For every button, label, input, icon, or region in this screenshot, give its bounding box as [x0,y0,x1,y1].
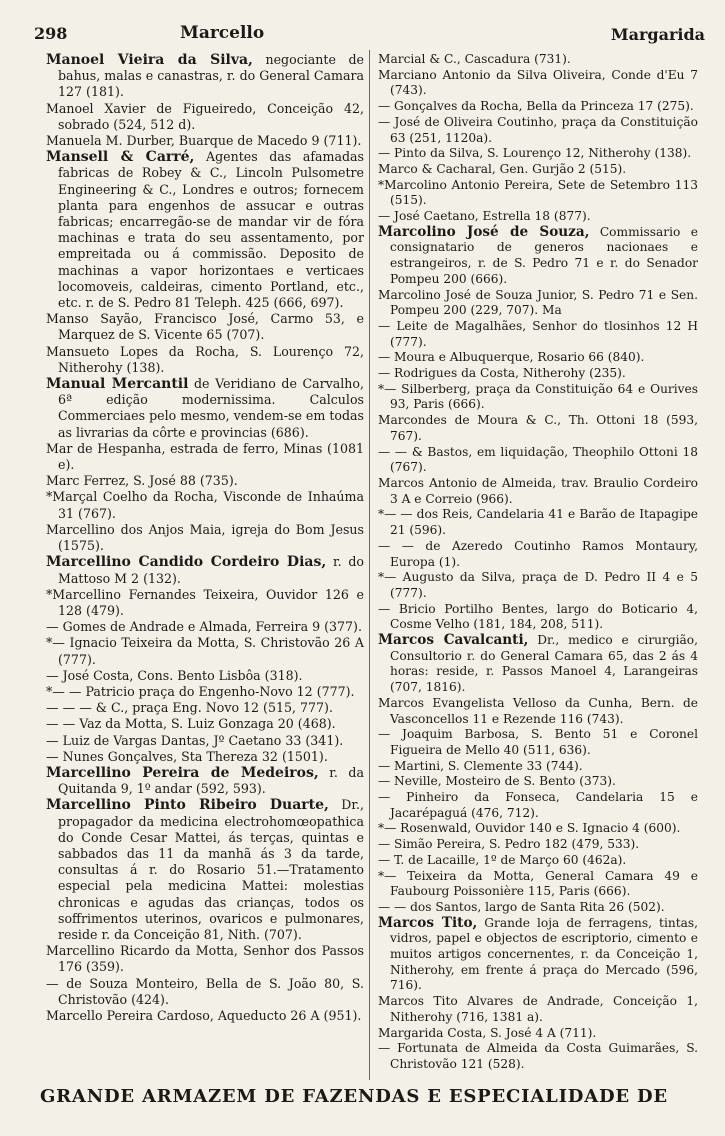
entry-text: Grande loja de ferragens, tintas, vidros, papel e objectos de escriptorio, cimento e muitos artigos concernentes, r. da Conceição 1, Nitherohy, em frente á praça do Mercado (596, 716). [390,915,698,993]
directory-entry [378,146,698,162]
entry-text: *— Silberberg, praça da Constituição 64 e Ourives 93, Paris (666). [378,381,698,412]
directory-entry [378,1026,698,1042]
directory-entry [378,366,698,382]
directory-entry [46,700,364,716]
directory-entry [378,115,698,146]
entry-text: Agentes das afamadas fabricas de Robey & C., Lincoln Pulsometre Engineering & C., Londres e outros; fornecem planta para engenhos de assucar e outras fabricas; encarregão-se de mandar vir de fóra machinas e trata do seu assentamento, por empreitada ou á commissão. Deposito de machinas a vapor horizontaes e verticaes locomoveis, caldeiras, cimento Portland, etc., etc. r. de S. Pedro 81 Teleph. 425 (666, 697). [58,149,364,311]
entry-text: *— — dos Reis, Candelaria 41 e Barão de Itapagipe 21 (596). [378,507,698,538]
directory-entry [378,1041,698,1072]
entry-text: — — & Bastos, em liquidação, Theophilo Ottoni 18 (767). [378,444,698,475]
entry-text: — Martini, S. Clemente 33 (744). [378,758,583,773]
directory-entry [378,288,698,319]
directory-entry [46,311,364,343]
directory-entry [378,759,698,775]
directory-entry [378,162,698,178]
entry-name: Marcellino Candido Cordeiro Dias, [46,554,327,571]
directory-entry [378,382,698,413]
entry-text: — Pinheiro da Fonseca, Candelaria 15 e Jacarépaguá (476, 712). [378,790,698,820]
entry-text: — Nunes Gonçalves, Sta Thereza 32 (1501). [46,748,328,764]
entry-text: — Fortunata de Almeida da Costa Guimarães, S. Christovão 121 (528). [378,1041,698,1071]
entry-text: Dr., propagador da medicina electrohomœopathica do Conde Cesar Mattei, ás terças, quintas e sabbados das 11 da manhã ás 3 da tarde, consultas á r. do Rosario 51.—Tratamento especial pela medicina Mattei: molestias chronicas e agudas das crianças, todos os soffrimentos uterinos, ovaricos e pulmonares, reside r. da Conceição 81, Nith. (707). [58,797,364,942]
directory-entry [46,976,364,1008]
entry-text: de Veridiano de Carvalho, 6ª edição modernissima. Calculos Commerciaes pelo mesmo, vendem-se em todas as livrarias da côrte e provincias (686). [58,376,364,440]
entry-text: — Moura e Albuquerque, Rosario 66 (840). [378,350,645,365]
entry-text: — Luiz de Vargas Dantas, Jº Caetano 33 (341). [46,732,344,748]
entry-text: r. do Mattoso M 2 (132). [58,554,365,586]
entry-text: negociante de bahus, malas e canastras, r. do General Camara 127 (181). [58,52,364,100]
page-header [30,22,711,48]
entry-text: Marcos Evangelista Velloso da Cunha, Bern. de Vasconcellos 11 e Rezende 116 (743). [378,695,698,726]
left-running-title: Marcello [180,23,265,43]
entry-name: Manual Mercantil [46,376,189,393]
entry-text: Margarida Costa, S. José 4 A (711). [378,1025,597,1040]
directory-entry [378,507,698,538]
entry-text: — Gonçalves da Rocha, Bella da Princeza 17 (275). [378,99,694,114]
entry-text: Manso Sayão, Francisco José, Carmo 53, e Marquez de S. Vicente 65 (707). [46,311,364,343]
entry-text: — José de Oliveira Coutinho, praça da Constituição 63 (251, 1120a). [378,114,698,145]
directory-entry [378,790,698,821]
entry-text: Marcolino José de Souza Junior, S. Pedro 71 e Sen. Pompeu 200 (229, 707). Ma [378,287,698,318]
directory-entry [378,68,698,99]
entry-text: — — Vaz da Motta, S. Luiz Gonzaga 20 (468). [46,716,336,732]
directory-entry [46,554,364,586]
entry-text: Manoel Xavier de Figueiredo, Conceição 42, sobrado (524, 512 d). [46,100,364,132]
entry-text: *— Ignacio Teixeira da Motta, S. Christovão 26 A (777). [46,635,364,667]
entry-text: — Simão Pereira, S. Pedro 182 (479, 533). [378,837,640,852]
entry-text: Marcial & C., Cascadura (731). [378,52,571,66]
entry-text: *Marçal Coelho da Rocha, Visconde de Inhaúma 31 (767). [46,489,364,521]
directory-entry [378,837,698,853]
directory-entry [46,376,364,441]
directory-entry [378,445,698,476]
directory-entry [46,733,364,749]
directory-entry [378,821,698,837]
entry-text: — Bricio Portilho Bentes, largo do Boticario 4, Cosme Velho (181, 184, 208, 511). [378,601,698,632]
directory-entry [378,727,698,758]
directory-entry [46,716,364,732]
entry-text: Marcos Antonio de Almeida, trav. Braulio Cordeiro 3 A e Correio (966). [378,475,698,506]
directory-entry [378,350,698,366]
directory-entry [378,853,698,869]
entry-name: Marcellino Pereira de Medeiros, [46,764,319,781]
directory-entry [46,473,364,489]
entry-text: — T. de Lacaille, 1º de Março 60 (462a). [378,852,627,867]
entry-text: — de Souza Monteiro, Bella de S. João 80, S. Christovão (424). [46,975,364,1007]
directory-entry [46,133,364,149]
entry-text: Manuela M. Durber, Buarque de Macedo 9 (711). [46,133,362,149]
entry-text: Marcello Pereira Cardoso, Aqueducto 26 A (951). [46,1007,362,1023]
directory-entry [46,101,364,133]
entry-text: — Leite de Magalhães, Senhor do tlosinhos 12 H (777). [378,318,698,349]
entry-text: Marciano Antonio da Silva Oliveira, Conde d'Eu 7 (743). [378,67,698,98]
directory-entry [378,869,698,900]
entry-text: *— Teixeira da Motta, General Camara 49 e Faubourg Poissonière 115, Paris (666). [378,868,698,899]
directory-entry [378,225,698,288]
entry-text: Marc Ferrez, S. José 88 (735). [46,473,238,489]
directory-entry [378,209,698,225]
directory-entry [378,178,698,209]
entry-text: — Rodrigues da Costa, Nitherohy (235). [378,366,626,381]
directory-entry [46,765,364,797]
page-number: 298 [34,24,68,43]
entry-text: Marcellino Ricardo da Motta, Senhor dos Passos 176 (359). [46,943,364,975]
entry-text: Mar de Hespanha, estrada de ferro, Minas (1081 e). [46,440,364,473]
right-column [378,52,698,1073]
entry-text: Dr., medico e cirurgião, Consultorio r. do General Camara 65, das 2 ás 4 horas: reside, r. Passos Manoel 4, Larangeiras (707, 1816). [390,633,699,695]
directory-entry [46,149,364,311]
directory-entry [378,994,698,1025]
entry-text: *— Augusto da Silva, praça de D. Pedro II 4 e 5 (777). [378,570,698,600]
entry-text: — — — & C., praça Eng. Novo 12 (515, 777). [46,700,333,716]
directory-entry [46,587,364,619]
directory-entry [378,319,698,350]
directory-entry [46,797,364,943]
entry-text: Commissario e consignatario de generos nacionaes e estrangeiros, r. de S. Pedro 71 e r. do Senador Pompeu 200 (666). [390,224,698,286]
entry-text: Marco & Cacharal, Gen. Gurjão 2 (515). [378,161,627,176]
directory-entry [378,52,698,68]
entry-name: Marcos Tito, [378,914,478,931]
entry-text: Marcellino dos Anjos Maia, igreja do Bom Jesus (1575). [46,521,364,554]
entry-name: Marcellino Pinto Ribeiro Duarte, [46,797,329,814]
directory-entry [378,99,698,115]
directory-entry [46,668,364,684]
entry-text: — — de Azeredo Coutinho Ramos Montaury, Europa (1). [378,538,698,569]
entry-text: *Marcolino Antonio Pereira, Sete de Setembro 113 (515). [378,177,698,208]
directory-entry [46,619,364,635]
directory-entry [378,696,698,727]
directory-entry [378,413,698,444]
directory-entry [378,774,698,790]
entry-name: Mansell & Carré, [46,149,195,166]
entry-text: *— Rosenwald, Ouvidor 140 e S. Ignacio 4 (600). [378,821,681,836]
entry-text: — Gomes de Andrade e Almada, Ferreira 9 (377). [46,619,362,635]
right-running-title: Margarida [610,25,705,44]
directory-entry [378,900,698,916]
entry-text: Marcondes de Moura & C., Th. Ottoni 18 (593, 767). [378,413,698,443]
directory-entry [46,943,364,975]
directory-entry [378,916,698,995]
entry-text: *— — Patricio praça do Engenho-Novo 12 (777). [46,683,355,699]
directory-entry [46,441,364,473]
entry-name: Marcos Cavalcanti, [378,632,529,649]
directory-entry [46,344,364,376]
directory-entry [378,476,698,507]
directory-entry [46,1008,364,1024]
left-column [46,52,364,1024]
directory-entry [46,52,364,101]
directory-entry [378,602,698,633]
directory-entry [46,635,364,667]
column-divider [369,50,370,1080]
directory-entry [46,684,364,700]
entry-text: Mansueto Lopes da Rocha, S. Lourenço 72, Nitherohy (138). [46,343,364,375]
entry-name: Marcolino José de Souza, [378,223,590,240]
directory-entry [378,539,698,570]
entry-name: Manoel Vieira da Silva, [46,52,253,68]
entry-text: Marcos Tito Alvares de Andrade, Conceição 1, Nitherohy (716, 1381 a). [378,994,698,1024]
entry-text: — — dos Santos, largo de Santa Rita 26 (502). [378,899,665,914]
directory-entry [378,633,698,696]
entry-text: — Pinto da Silva, S. Lourenço 12, Nitherohy (138). [378,146,692,161]
directory-entry [46,522,364,554]
entry-text: *Marcellino Fernandes Teixeira, Ouvidor 126 e 128 (479). [46,586,364,618]
footer-banner: GRANDE ARMAZEM DE FAZENDAS E ESPECIALIDADE DE [40,1086,668,1107]
directory-entry [378,570,698,601]
directory-entry [46,489,364,521]
directory-entry [46,749,364,765]
entry-text: — Neville, Mosteiro de S. Bento (373). [378,774,616,789]
entry-text: — José Costa, Cons. Bento Lisbôa (318). [46,667,303,683]
entry-text: — José Caetano, Estrella 18 (877). [378,209,591,224]
entry-text: — Joaquim Barbosa, S. Bento 51 e Coronel Figueira de Mello 40 (511, 636). [378,727,698,757]
entry-text: r. da Quitanda 9, 1º andar (592, 593). [58,764,364,797]
